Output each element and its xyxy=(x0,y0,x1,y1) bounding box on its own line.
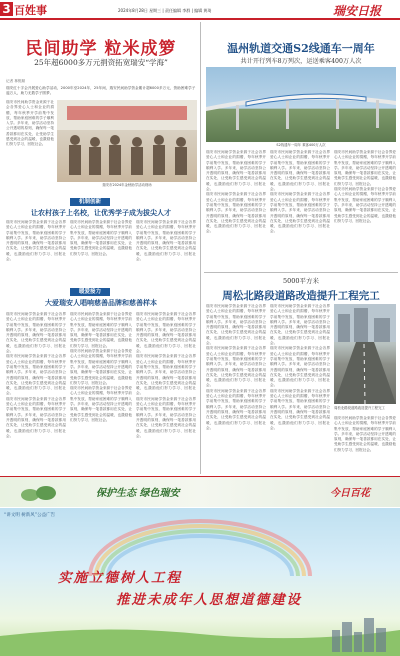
story1-body-col3: 瑞安市民间助学资金来源于社会各界爱心人士和企业的捐赠，每年秋季开学前集中发放，帮助家庭困难的学子顺利入学。多年来，助学活动坚持公开透明的原则，确保每一笔善款都用在实处，让受助学生感受到社会的温暖，也激励他们努力学习、回报社会。 xyxy=(70,220,132,256)
story1-photo-caption: 瑞安市2024年金秋助学活动现场 xyxy=(102,183,152,187)
subsection2-headline: 大爱瑞安人唱响慈善品牌和慈善样本 xyxy=(45,298,157,307)
story3-body-col1: 瑞安市民间助学资金来源于社会各界爱心人士和企业的捐赠，每年秋季开学前集中发放，帮助家庭困难的学子顺利入学。多年来，助学活动坚持公开透明的原则，确保每一笔善款都用在实处，让受助学生感受到社会的温暖，也激励他们努力学习、回报社会。 瑞安市民间助学资金来源于社会各界爱心人士和企业的捐赠，每年秋季开学前集中发放，帮助家庭困难的学子顺利入学。多年来，助学活动坚持公开透明的原则，确保每一笔善款都用在实处，让受助学生感受到社会的温暖，也激励他们努力学习、回报社会。 瑞安市民间助学资金来源于社会各界爱心人士和企业的捐赠，每年秋季开学前集中发放，帮助家庭困难的学子顺利入学。多年来，助学活动坚持公开透明的原则，确保每一笔善款都用在实处，让受助学生感受到社会的温暖，也激励他们努力学习、回报社会。 xyxy=(206,304,266,430)
story-divider xyxy=(204,272,398,273)
ad-line2: 推进未成年人思想道德建设 xyxy=(116,592,302,608)
story2-photo-caption: S2线通车一周年 乘客400万人次 xyxy=(276,143,326,147)
story3-headline: 周松北路段道路改造提升工程完工 xyxy=(222,290,380,302)
people-photo-illustration xyxy=(57,100,197,182)
story2-body-col3: 瑞安市民间助学资金来源于社会各界爱心人士和企业的捐赠，每年秋季开学前集中发放，帮助家庭困难的学子顺利入学。多年来，助学活动坚持公开透明的原则，确保每一笔善款都用在实处，让受助学生感受到社会的温暖，也激励他们努力学习、回报社会。 瑞安市民间助学资金来源于社会各界爱心人士和企业的捐赠，每年秋季开学前集中发放，帮助家庭困难的学子顺利入学。多年来，助学活动坚持公开透明的原则，确保每一笔善款都用在实处，让受助学生感受到社会的温暖，也激励他们努力学习、回报社会。 xyxy=(334,150,396,223)
promo-strip xyxy=(0,476,400,507)
story1-photo xyxy=(57,100,197,182)
story1-body-col4: 瑞安市民间助学资金来源于社会各界爱心人士和企业的捐赠，每年秋季开学前集中发放，帮助家庭困难的学子顺利入学。多年来，助学活动坚持公开透明的原则，确保每一笔善款都用在实处，让受助学生感受到社会的温暖，也激励他们努力学习、回报社会。 xyxy=(136,220,196,262)
road-illustration xyxy=(334,304,396,404)
story3-body-col2: 瑞安市民间助学资金来源于社会各界爱心人士和企业的捐赠，每年秋季开学前集中发放，帮助家庭困难的学子顺利入学。多年来，助学活动坚持公开透明的原则，确保每一笔善款都用在实处，让受助学生感受到社会的温暖，也激励他们努力学习、回报社会。 瑞安市民间助学资金来源于社会各界爱心人士和企业的捐赠，每年秋季开学前集中发放，帮助家庭困难的学子顺利入学。多年来，助学活动坚持公开透明的原则，确保每一笔善款都用在实处，让受助学生感受到社会的温暖，也激励他们努力学习、回报社会。 瑞安市民间助学资金来源于社会各界爱心人士和企业的捐赠，每年秋季开学前集中发放，帮助家庭困难的学子顺利入学。多年来，助学活动坚持公开透明的原则，确保每一笔善款都用在实处，让受助学生感受到社会的温暖，也激励他们努力学习、回报社会。 xyxy=(270,304,330,430)
story1-body-col1: 瑞安市民间助学资金来源于社会各界爱心人士和企业的捐赠，每年秋季开学前集中发放，帮助家庭困难的学子顺利入学。多年来，助学活动坚持公开透明的原则，确保每一笔善款都用在实处，让受助学生感受到社会的温暖，也激励他们努力学习、回报社会。 xyxy=(6,100,54,147)
train-photo xyxy=(206,67,396,142)
story1-body-col7: 瑞安市民间助学资金来源于社会各界爱心人士和企业的捐赠，每年秋季开学前集中发放，帮助家庭困难的学子顺利入学。多年来，助学活动坚持公开透明的原则，确保每一笔善款都用在实处，让受助学生感受到社会的温暖，也激励他们努力学习、回报社会。 瑞安市民间助学资金来源于社会各界爱心人士和企业的捐赠，每年秋季开学前集中发放，帮助家庭困难的学子顺利入学。多年来，助学活动坚持公开透明的原则，确保每一笔善款都用在实处，让受助学生感受到社会的温暖，也激励他们努力学习、回报社会。 瑞安市民间助学资金来源于社会各界爱心人士和企业的捐赠，每年秋季开学前集中发放，帮助家庭困难的学子顺利入学。多年来，助学活动坚持公开透明的原则，确保每一笔善款都用在实处，让受助学生感受到社会的温暖，也激励他们努力学习、回报社会。 xyxy=(136,312,196,438)
story1-lead: 瑞安红十字会开展爱心助学活动，2000年至2024年，25年间，瑞安民间助学资金累计超6000多万元，资助困难学子逾万人，助力无数学子圆梦。 xyxy=(6,86,196,96)
story3-body-col3: 瑞安市民间助学资金来源于社会各界爱心人士和企业的捐赠，每年秋季开学前集中发放，帮助家庭困难的学子顺利入学。多年来，助学活动坚持公开透明的原则，确保每一笔善款都用在实处，让受助学生感受到社会的温暖，也激励他们努力学习、回报社会。 xyxy=(334,416,396,452)
story1-body-col2: 瑞安市民间助学资金来源于社会各界爱心人士和企业的捐赠，每年秋季开学前集中发放，帮助家庭困难的学子顺利入学。多年来，助学活动坚持公开透明的原则，确保每一笔善款都用在实处，让受助学生感受到社会的温暖，也激励他们努力学习、回报社会。 xyxy=(6,220,66,262)
issue-meta: 2024年8月28日 星期三 | 责任编辑 李群 | 编辑 黄琦 xyxy=(118,8,212,13)
story2-body-col1: 瑞安市民间助学资金来源于社会各界爱心人士和企业的捐赠，每年秋季开学前集中发放，帮助家庭困难的学子顺利入学。多年来，助学活动坚持公开透明的原则，确保每一笔善款都用在实处，让受助学生感受到社会的温暖，也激励他们努力学习、回报社会。 瑞安市民间助学资金来源于社会各界爱心人士和企业的捐赠，每年秋季开学前集中发放，帮助家庭困难的学子顺利入学。多年来，助学活动坚持公开透明的原则，确保每一笔善款都用在实处，让受助学生感受到社会的温暖，也激励他们努力学习、回报社会。 xyxy=(206,150,266,234)
column-divider xyxy=(200,22,201,474)
story3-kicker: 5000平方米 xyxy=(282,277,320,285)
story2-headline: 温州轨道交通S2线通车一周年 xyxy=(227,42,375,55)
story3-photo-caption: 周松北路段道路改造提升工程完工 xyxy=(334,406,385,410)
page-number: 3 xyxy=(0,2,13,16)
ad-tag: “讲文明 树新风”公益广告 xyxy=(4,513,56,518)
story1-byline: 记者 林锐顺 xyxy=(6,79,26,83)
greenery-icon xyxy=(20,483,60,503)
story2-subtitle: 共计开行列车8万列次，运送乘客400万人次 xyxy=(240,58,362,65)
subsection1-tag: 机制创新 xyxy=(70,198,110,206)
story1-headline: 民间助学 粒米成箩 xyxy=(25,39,177,59)
train-bridge-illustration xyxy=(206,67,396,142)
ad-panel xyxy=(0,508,400,656)
subsection2-tag: 暖爱接力 xyxy=(70,288,110,296)
story1-subtitle: 25年超6000多万元捐资拓宽瑞安“学海” xyxy=(34,58,168,67)
city-silhouette-icon xyxy=(330,616,390,652)
header-rule xyxy=(0,18,400,20)
section-name: 百姓事 xyxy=(14,4,47,17)
promo-slogan: 保护生态 绿色瑞安 xyxy=(96,488,180,499)
road-photo xyxy=(334,304,396,404)
story1-body-col6: 瑞安市民间助学资金来源于社会各界爱心人士和企业的捐赠，每年秋季开学前集中发放，帮助家庭困难的学子顺利入学。多年来，助学活动坚持公开透明的原则，确保每一笔善款都用在实处，让受助学生感受到社会的温暖，也激励他们努力学习、回报社会。 瑞安市民间助学资金来源于社会各界爱心人士和企业的捐赠，每年秋季开学前集中发放，帮助家庭困难的学子顺利入学。多年来，助学活动坚持公开透明的原则，确保每一笔善款都用在实处，让受助学生感受到社会的温暖，也激励他们努力学习、回报社会。 瑞安市民间助学资金来源于社会各界爱心人士和企业的捐赠，每年秋季开学前集中发放，帮助家庭困难的学子顺利入学。多年来，助学活动坚持公开透明的原则，确保每一笔善款都用在实处，让受助学生感受到社会的温暖，也激励他们努力学习、回报社会。 xyxy=(70,312,132,422)
story1-body-col5: 瑞安市民间助学资金来源于社会各界爱心人士和企业的捐赠，每年秋季开学前集中发放，帮助家庭困难的学子顺利入学。多年来，助学活动坚持公开透明的原则，确保每一笔善款都用在实处，让受助学生感受到社会的温暖，也激励他们努力学习、回报社会。 瑞安市民间助学资金来源于社会各界爱心人士和企业的捐赠，每年秋季开学前集中发放，帮助家庭困难的学子顺利入学。多年来，助学活动坚持公开透明的原则，确保每一笔善款都用在实处，让受助学生感受到社会的温暖，也激励他们努力学习、回报社会。 瑞安市民间助学资金来源于社会各界爱心人士和企业的捐赠，每年秋季开学前集中发放，帮助家庭困难的学子顺利入学。多年来，助学活动坚持公开透明的原则，确保每一笔善款都用在实处，让受助学生感受到社会的温暖，也激励他们努力学习、回报社会。 xyxy=(6,312,66,438)
ad-line1: 实施立德树人工程 xyxy=(58,570,182,586)
subsection1-headline: 让农村孩子上名校，让优秀学子成为拔尖人才 xyxy=(31,208,171,217)
promo-brand: 今日百花 xyxy=(330,488,370,499)
story2-body-col2: 瑞安市民间助学资金来源于社会各界爱心人士和企业的捐赠，每年秋季开学前集中发放，帮助家庭困难的学子顺利入学。多年来，助学活动坚持公开透明的原则，确保每一笔善款都用在实处，让受助学生感受到社会的温暖，也激励他们努力学习、回报社会。 瑞安市民间助学资金来源于社会各界爱心人士和企业的捐赠，每年秋季开学前集中发放，帮助家庭困难的学子顺利入学。多年来，助学活动坚持公开透明的原则，确保每一笔善款都用在实处，让受助学生感受到社会的温暖，也激励他们努力学习、回报社会。 xyxy=(270,150,330,234)
newspaper-logo: 瑞安日报 xyxy=(333,4,382,18)
